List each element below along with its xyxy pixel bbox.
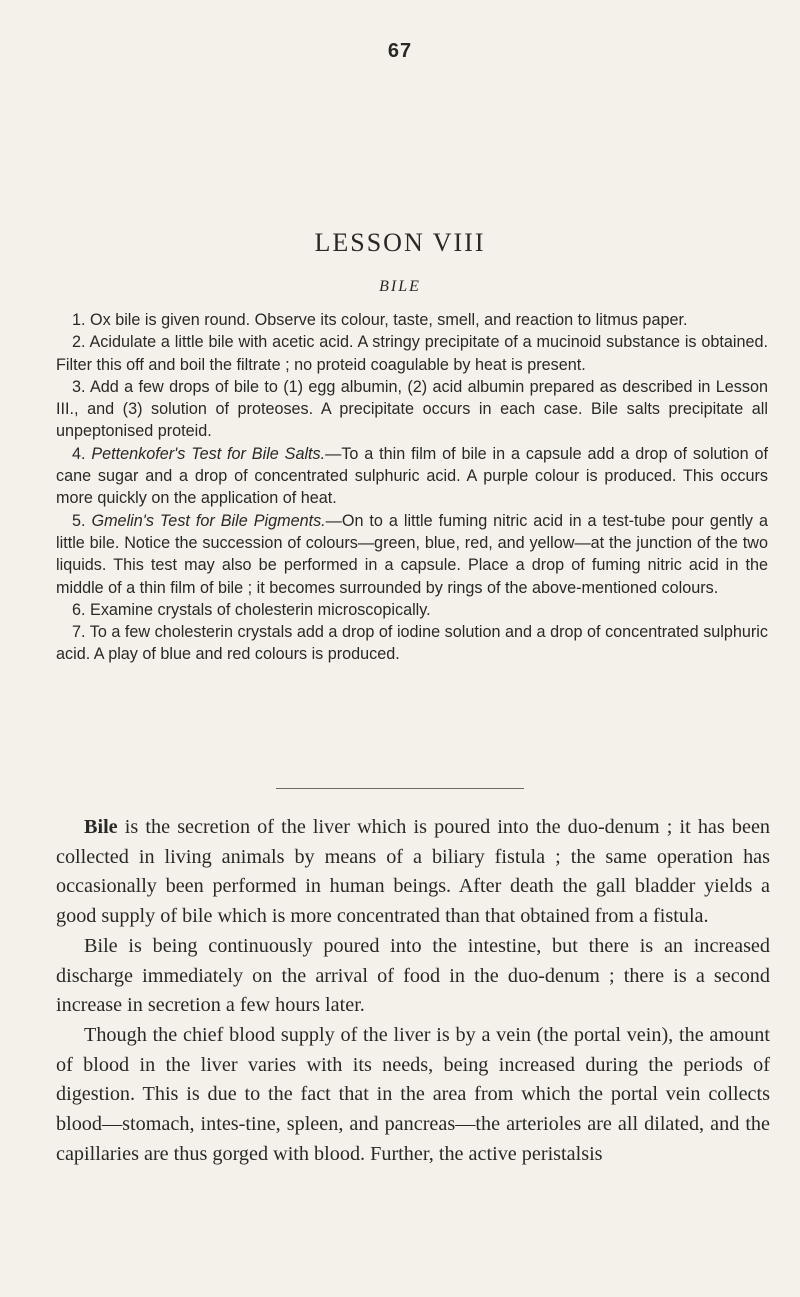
experiment-number: 3.: [72, 377, 86, 396]
page-number: 67: [387, 40, 413, 62]
experiment-item: [56, 510, 768, 599]
body-paragraph: Bile is being continuously poured into the intestine, but there is an increased discharge immediately on the arrival of food in the duo-denum ; there is a second increase in secretion a few hours later.: [56, 934, 770, 1017]
experiment-number: 7.: [72, 623, 86, 642]
experiment-item: [56, 309, 768, 331]
experiment-number: 5.: [72, 511, 86, 530]
body-paragraph: Though the chief blood supply of the liver is by a vein (the portal vein), the amount of blood in the liver varies with its needs, being increased during the periods of digestion. This is due to the fact that in the area from which the portal vein collects blood—stomach, intes-tine, spleen, and pancreas—the arterioles are all dilated, and the capillaries are thus gorged with blood. Further, the active peristalsis: [56, 1023, 770, 1165]
experiment-item: [56, 621, 768, 666]
experiment-text: Acidulate a little bile with acetic acid. A stringy precipitate of a mucinoid substance is obtained. Filter this off and boil the filtrate ; no proteid coagulable by heat is present.: [56, 333, 768, 374]
section-divider: [276, 788, 524, 789]
experiment-text: Ox bile is given round. Observe its colour, taste, smell, and reaction to litmus paper.: [90, 311, 688, 329]
experiment-number: 2.: [72, 333, 86, 352]
experiment-title: Gmelin's Test for Bile Pigments.: [91, 511, 326, 530]
experiment-item: [56, 599, 768, 621]
experiment-text: —To a thin film of bile in a capsule add a drop of solution of cane sugar and a drop of concentrated sulphuric acid. A purple colour is produced. This occurs more quickly on the application of heat.: [56, 444, 768, 508]
paragraph-text: is the secretion of the liver which is poured into the duo-denum ; it has been collected in living animals by means of a biliary fistula ; the same operation has occasionally been performed in human beings. After death the gall bladder yields a good supply of bile which is more concentrated than that obtained from a fistula.: [56, 816, 770, 928]
lesson-title: LESSON VIII: [314, 228, 486, 257]
body-paragraph: [56, 813, 770, 932]
paragraph-lead-word: Bile: [84, 816, 118, 838]
experiment-item: [56, 331, 768, 376]
experiment-title: Pettenkofer's Test for Bile Salts.: [91, 444, 326, 463]
experiment-item: [56, 443, 768, 510]
experiment-text: Examine crystals of cholesterin microscopically.: [90, 600, 431, 619]
experiment-number: 1.: [72, 311, 86, 329]
experiment-text: Add a few drops of bile to (1) egg albumin, (2) acid albumin prepared as described in Lesson III., and (3) solution of proteoses. A precipitate occurs in each case. Bile salts precipitate all unpeptonised proteid.: [56, 377, 768, 441]
experiment-text: To a few cholesterin crystals add a drop of iodine solution and a drop of concentrated sulphuric acid. A play of blue and red colours is produced.: [56, 623, 768, 664]
experiment-item: [56, 376, 768, 443]
experiment-number: 6.: [72, 600, 86, 619]
experiment-number: 4.: [72, 444, 86, 463]
experiment-text: —On to a little fuming nitric acid in a test-tube pour gently a little bile. Notice the succession of colours—green, blue, red, and yellow—at the junction of the two liquids. This test may also be performed in a capsule. Place a drop of fuming nitric acid in the middle of a thin film of bile ; it becomes surrounded by rings of the above-mentioned colours.: [56, 511, 768, 597]
body-text: [56, 813, 770, 1169]
experiment-list: [56, 309, 768, 666]
lesson-subtitle: BILE: [379, 278, 421, 295]
